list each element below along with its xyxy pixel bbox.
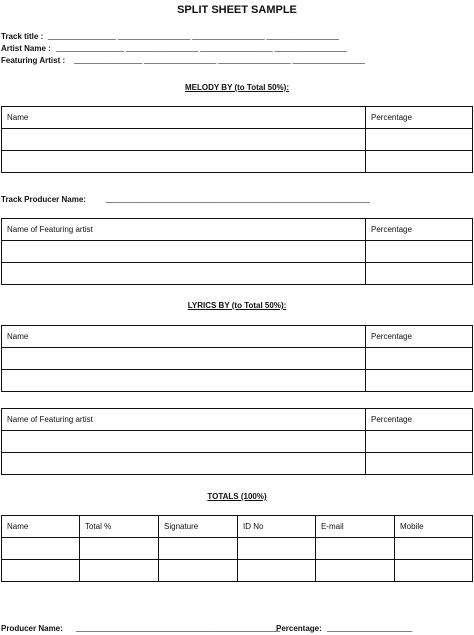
- name-cell[interactable]: [2, 560, 80, 582]
- email-cell[interactable]: [316, 538, 395, 560]
- column-header-percentage: Percentage: [366, 219, 473, 241]
- table-row: [2, 538, 473, 560]
- column-header-featuring-artist: Name of Featuring artist: [2, 409, 366, 431]
- artist-name-field[interactable]: ________________ _________________ _________________ _________________: [56, 43, 347, 52]
- artist-name-label: Artist Name :: [1, 44, 51, 53]
- table-row: [2, 453, 473, 475]
- total-cell[interactable]: [80, 560, 159, 582]
- table-row: [2, 151, 473, 173]
- name-cell[interactable]: [2, 129, 366, 151]
- id-no-cell[interactable]: [238, 538, 316, 560]
- signature-cell[interactable]: [159, 538, 238, 560]
- name-cell[interactable]: [2, 151, 366, 173]
- table-header-row: [2, 516, 473, 538]
- percentage-cell[interactable]: [366, 370, 473, 392]
- percentage-cell[interactable]: [366, 348, 473, 370]
- featuring-artist-label: Featuring Artist :: [1, 56, 66, 65]
- totals-table: [1, 515, 473, 582]
- featuring-artist-cell[interactable]: [2, 263, 366, 285]
- column-header-percentage: Percentage: [366, 326, 473, 348]
- column-header-signature: Signature: [159, 516, 238, 538]
- column-header-featuring-artist: Name of Featuring artist: [2, 219, 366, 241]
- percentage-cell[interactable]: [366, 129, 473, 151]
- track-title-label: Track title :: [1, 32, 44, 41]
- name-cell[interactable]: [2, 348, 366, 370]
- totals-heading: TOTALS (100%): [207, 492, 267, 501]
- name-cell[interactable]: [2, 538, 80, 560]
- melody-table: [1, 106, 473, 173]
- mobile-cell[interactable]: [395, 560, 473, 582]
- table-row: [2, 348, 473, 370]
- producer-name-label: Producer Name:: [1, 624, 63, 633]
- lyrics-heading: LYRICS BY (to Total 50%):: [187, 301, 287, 310]
- featuring-artist-cell[interactable]: [2, 453, 366, 475]
- table-row: [2, 263, 473, 285]
- mobile-cell[interactable]: [395, 538, 473, 560]
- table-row: [2, 370, 473, 392]
- id-no-cell[interactable]: [238, 560, 316, 582]
- column-header-mobile: Mobile: [395, 516, 473, 538]
- percentage-cell[interactable]: [366, 453, 473, 475]
- producer-name-field[interactable]: ________________________________________________: [76, 623, 280, 632]
- column-header-email: E-mail: [316, 516, 395, 538]
- table-header-row: [2, 219, 473, 241]
- lyrics-featuring-table: [1, 408, 473, 475]
- percentage-cell[interactable]: [366, 241, 473, 263]
- featuring-artist-field[interactable]: ________________ _________________ _________________ _________________: [74, 55, 365, 64]
- column-header-total: Total %: [80, 516, 159, 538]
- table-header-row: [2, 409, 473, 431]
- column-header-name: Name: [2, 107, 366, 129]
- featuring-artist-cell[interactable]: [2, 241, 366, 263]
- melody-heading: MELODY BY (to Total 50%):: [184, 83, 289, 92]
- percentage-cell[interactable]: [366, 263, 473, 285]
- melody-featuring-table: [1, 218, 473, 285]
- table-row: [2, 560, 473, 582]
- featuring-artist-cell[interactable]: [2, 431, 366, 453]
- page-title: SPLIT SHEET SAMPLE: [177, 4, 297, 16]
- column-header-percentage: Percentage: [366, 409, 473, 431]
- lyrics-table: [1, 325, 473, 392]
- track-producer-label: Track Producer Name:: [1, 195, 86, 204]
- email-cell[interactable]: [316, 560, 395, 582]
- track-producer-field[interactable]: ______________________________________________________________: [106, 194, 370, 203]
- column-header-name: Name: [2, 326, 366, 348]
- table-header-row: [2, 326, 473, 348]
- percentage-cell[interactable]: [366, 431, 473, 453]
- table-row: [2, 241, 473, 263]
- percentage-cell[interactable]: [366, 151, 473, 173]
- percentage-field[interactable]: ____________________: [327, 623, 412, 632]
- track-title-field[interactable]: ________________ _________________ _________________ _________________: [48, 31, 339, 40]
- table-row: [2, 129, 473, 151]
- total-cell[interactable]: [80, 538, 159, 560]
- column-header-id-no: ID No: [238, 516, 316, 538]
- column-header-name: Name: [2, 516, 80, 538]
- percentage-label: Percentage:: [276, 624, 322, 633]
- column-header-percentage: Percentage: [366, 107, 473, 129]
- table-row: [2, 431, 473, 453]
- table-header-row: [2, 107, 473, 129]
- signature-cell[interactable]: [159, 560, 238, 582]
- name-cell[interactable]: [2, 370, 366, 392]
